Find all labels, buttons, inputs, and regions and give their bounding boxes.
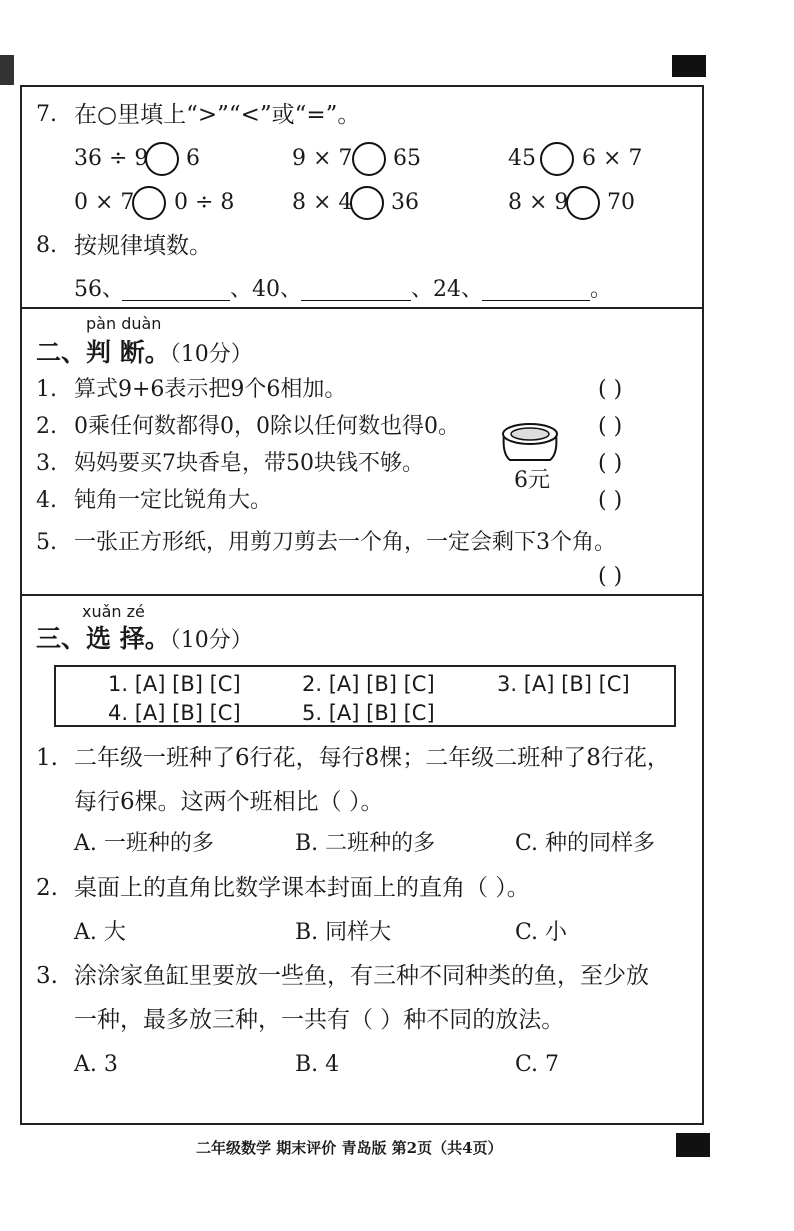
mc-q1-number: 1. — [36, 745, 58, 771]
corner-marker-top — [672, 55, 706, 77]
answer-sheet-q2[interactable]: 2. [A] [B] [C] — [302, 672, 435, 696]
answer-sheet-q5[interactable]: 5. [A] [B] [C] — [302, 701, 435, 725]
mc-q1-line2: 每行6棵。这两个班相比（ ）。 — [74, 789, 384, 815]
mc-q2-option-b[interactable]: B. 同样大 — [295, 920, 392, 945]
page-footer: 二年级数学 期末评价 青岛版 第2页（共4页） — [196, 1139, 503, 1157]
q7-item5-left: 8 × 4 — [292, 190, 353, 215]
q8-blank-1[interactable] — [122, 300, 230, 301]
answer-sheet-q3[interactable]: 3. [A] [B] [C] — [497, 672, 630, 696]
tf-item4-answer[interactable]: ( ) — [598, 488, 623, 513]
q7-item3-right: 6 × 7 — [582, 146, 643, 171]
compare-circle-2[interactable] — [352, 142, 386, 176]
q8-prompt: 按规律填数。 — [74, 233, 212, 259]
tf-item4-text: 钝角一定比锐角大。 — [74, 488, 273, 513]
tf-item2-text: 0乘任何数都得0，0除以任何数也得0。 — [74, 414, 460, 439]
tf-item2-number: 2. — [36, 414, 57, 439]
soap-price: 6元 — [514, 468, 550, 493]
tf-item1-text: 算式9+6表示把9个6相加。 — [74, 377, 347, 402]
tf-item1-number: 1. — [36, 377, 57, 402]
mc-q1-option-a[interactable]: A. 一班种的多 — [74, 831, 214, 856]
soap-icon — [498, 420, 562, 466]
q7-number: 7. — [36, 102, 57, 127]
tf-item1-answer[interactable]: ( ) — [598, 377, 623, 402]
q8-seq-end: 。 — [590, 277, 613, 302]
section2-score: （10分） — [169, 342, 253, 367]
q8-number: 8. — [36, 233, 57, 258]
q7-prompt: 在○里填上“>”“<”或“=”。 — [74, 102, 361, 128]
section2-title — [36, 338, 253, 370]
tf-item3-number: 3. — [36, 451, 57, 476]
mc-q3-option-c[interactable]: C. 7 — [515, 1052, 560, 1077]
mc-q2-number: 2. — [36, 875, 58, 901]
q8-seq-start: 56、 — [74, 277, 124, 302]
section-divider-2 — [20, 594, 704, 596]
mc-q3-line2: 一种，最多放三种，一共有（ ）种不同的放法。 — [74, 1007, 565, 1033]
mc-q2-option-a[interactable]: A. 大 — [74, 920, 126, 945]
q7-item6-left: 8 × 9 — [508, 190, 569, 215]
answer-sheet-q1[interactable]: 1. [A] [B] [C] — [108, 672, 241, 696]
q8-blank-2[interactable] — [301, 300, 411, 301]
section2-title-text: 二、判 断。 — [36, 338, 170, 367]
section3-title-text: 三、选 择。 — [36, 624, 170, 653]
q7-item4-right: 0 ÷ 8 — [174, 190, 235, 215]
tf-item3-text: 妈妈要买7块香皂，带50块钱不够。 — [74, 451, 424, 476]
q7-item1-right: 6 — [186, 146, 200, 171]
edge-marker-left — [0, 55, 14, 85]
q8-blank-3[interactable] — [482, 300, 590, 301]
mc-q3-line1: 涂涂家鱼缸里要放一些鱼，有三种不同种类的鱼，至少放 — [74, 963, 649, 989]
tf-item2-answer[interactable]: ( ) — [598, 414, 623, 439]
tf-item5-number: 5. — [36, 530, 57, 555]
q7-item5-right: 36 — [391, 190, 419, 215]
compare-circle-4[interactable] — [132, 186, 166, 220]
tf-item5-answer[interactable]: ( ) — [598, 564, 623, 589]
mc-q2-option-c[interactable]: C. 小 — [515, 920, 568, 945]
section3-pinyin: xuǎn zé — [82, 602, 145, 621]
q7-item1-left: 36 ÷ 9 — [74, 146, 149, 171]
q7-item2-left: 9 × 7 — [292, 146, 353, 171]
q7-item6-right: 70 — [607, 190, 635, 215]
section2-pinyin: pàn duàn — [86, 314, 162, 333]
q7-item4-left: 0 × 7 — [74, 190, 135, 215]
corner-marker-bottom — [676, 1133, 710, 1157]
answer-sheet-q4[interactable]: 4. [A] [B] [C] — [108, 701, 241, 725]
section-divider-1 — [20, 307, 704, 309]
compare-circle-6[interactable] — [566, 186, 600, 220]
compare-circle-3[interactable] — [540, 142, 574, 176]
tf-item5-text: 一张正方形纸，用剪刀剪去一个角，一定会剩下3个角。 — [74, 530, 616, 555]
mc-q1-line1: 二年级一班种了6行花，每行8棵；二年级二班种了8行花， — [74, 745, 670, 771]
compare-circle-5[interactable] — [350, 186, 384, 220]
section3-score: （10分） — [169, 628, 253, 653]
mc-q3-option-a[interactable]: A. 3 — [74, 1052, 118, 1077]
q8-seq-24: 、24、 — [411, 277, 483, 302]
mc-q2-line1: 桌面上的直角比数学课本封面上的直角（ ）。 — [74, 875, 530, 901]
mc-q1-option-b[interactable]: B. 二班种的多 — [295, 831, 436, 856]
q8-seq-40: 、40、 — [230, 277, 302, 302]
mc-q1-option-c[interactable]: C. 种的同样多 — [515, 831, 656, 856]
mc-q3-option-b[interactable]: B. 4 — [295, 1052, 340, 1077]
mc-q3-number: 3. — [36, 963, 58, 989]
q7-item2-right: 65 — [393, 146, 421, 171]
tf-item3-answer[interactable]: ( ) — [598, 451, 623, 476]
compare-circle-1[interactable] — [145, 142, 179, 176]
q7-item3-left: 45 — [508, 146, 536, 171]
section3-title — [36, 624, 253, 656]
tf-item4-number: 4. — [36, 488, 57, 513]
